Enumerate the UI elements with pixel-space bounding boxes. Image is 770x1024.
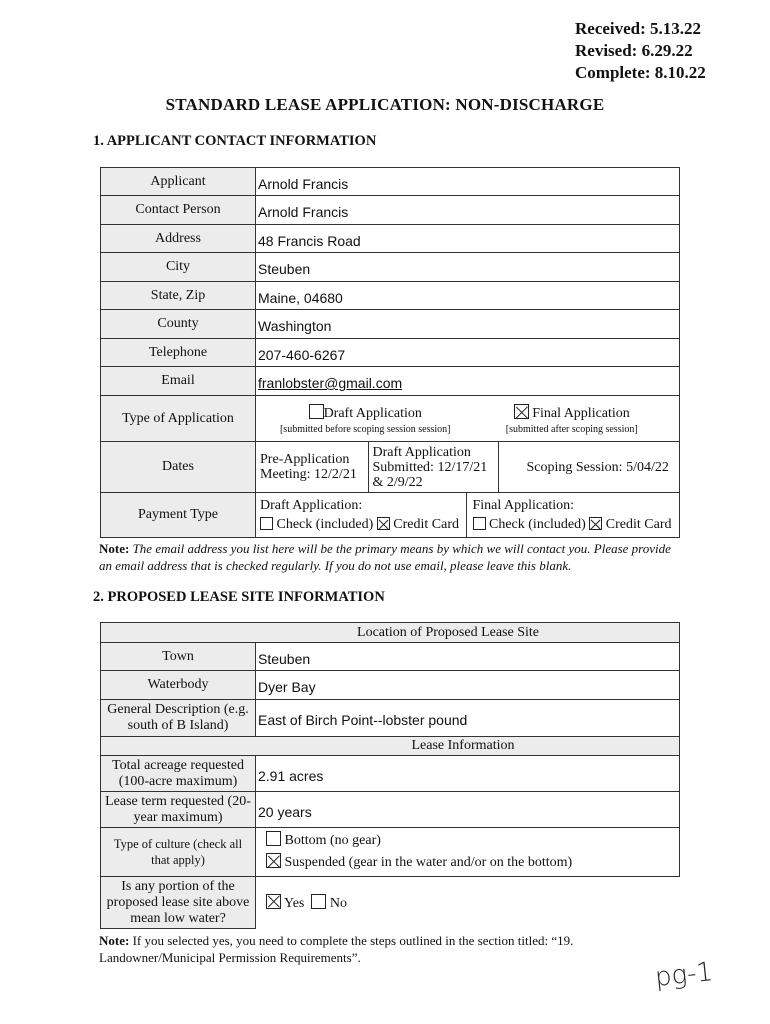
label-type-of-application: Type of Application	[101, 396, 256, 442]
row-dates	[101, 442, 680, 493]
row-payment-type	[101, 493, 680, 538]
draft-payment	[256, 493, 466, 537]
draft-application-note: [submitted before scoping session session]	[279, 424, 451, 435]
field-city[interactable]: Steuben	[256, 253, 680, 282]
row-town	[101, 643, 680, 671]
row-type-of-application	[101, 396, 680, 442]
final-check-checkbox[interactable]	[473, 517, 486, 530]
bottom-culture-checkbox[interactable]	[266, 831, 281, 846]
label-state-zip: State, Zip	[101, 282, 256, 310]
label-contact-person: Contact Person	[101, 196, 256, 225]
email-note	[99, 540, 679, 574]
draft-credit-card-checkbox[interactable]	[377, 517, 390, 530]
row-state-zip	[101, 282, 680, 310]
row-applicant	[101, 168, 680, 196]
note2-text: If you selected yes, you need to complete the steps outlined in the section titled: “19. Landowner/Municipal Permission Requirements”.	[99, 933, 574, 965]
draft-payment-label: Draft Application:	[260, 498, 363, 513]
row-waterbody	[101, 671, 680, 700]
no-checkbox[interactable]	[311, 894, 326, 909]
label-applicant: Applicant	[101, 168, 256, 196]
row-lease-header	[101, 737, 680, 756]
row-general-description	[101, 700, 680, 737]
label-email: Email	[101, 367, 256, 396]
label-telephone: Telephone	[101, 339, 256, 367]
final-credit-card-checkbox[interactable]	[589, 517, 602, 530]
label-town: Town	[101, 643, 256, 671]
label-dates: Dates	[101, 442, 256, 493]
scoping-session-date: Scoping Session: 5/04/22	[526, 459, 669, 475]
note-prefix: Note:	[99, 541, 130, 556]
culture-options	[256, 828, 680, 877]
row-city	[101, 253, 680, 282]
final-application-note: [submitted after scoping session]	[505, 424, 638, 435]
final-application-label: Final Application	[532, 406, 630, 421]
field-contact-person[interactable]: Arnold Francis	[256, 196, 680, 225]
location-header: Location of Proposed Lease Site	[101, 623, 680, 643]
field-address[interactable]: 48 Francis Road	[256, 225, 680, 253]
field-county[interactable]: Washington	[256, 310, 680, 339]
pre-application-date: Pre-Application Meeting: 12/2/21	[256, 442, 368, 492]
landowner-note	[99, 932, 679, 966]
field-state-zip[interactable]: Maine, 04680	[256, 282, 680, 310]
section1-title: 1. APPLICANT CONTACT INFORMATION	[93, 133, 377, 149]
final-payment	[466, 493, 679, 537]
application-type-options	[256, 396, 680, 442]
applicant-contact-table	[100, 167, 680, 538]
received-stamps	[575, 18, 706, 84]
low-water-options	[256, 877, 680, 929]
draft-application-label: Draft Application	[323, 406, 422, 421]
field-telephone[interactable]: 207-460-6267	[256, 339, 680, 367]
label-lease-term: Lease term requested (20-year maximum)	[101, 792, 256, 828]
note-text: The email address you list here will be the primary means by which we will contact you. Please provide an email address that is checked regularly. If you do not use email, please leave this blank.	[99, 541, 671, 573]
label-general-description: General Description (e.g. south of B Island)	[101, 700, 256, 737]
received-date: Received: 5.13.22	[575, 19, 702, 38]
payment-cell	[256, 493, 680, 538]
field-applicant[interactable]: Arnold Francis	[256, 168, 680, 196]
label-city: City	[101, 253, 256, 282]
label-payment-type: Payment Type	[101, 493, 256, 538]
field-acreage[interactable]: 2.91 acres	[256, 756, 680, 792]
draft-submitted-date: Draft Application Submitted: 12/17/21 & 2/9/22	[368, 442, 498, 492]
label-acreage: Total acreage requested (100-acre maximum)	[101, 756, 256, 792]
lease-info-header: Lease Information	[101, 737, 680, 756]
no-label: No	[329, 895, 347, 911]
row-email	[101, 367, 680, 396]
row-lease-term	[101, 792, 680, 828]
label-type-of-culture: Type of culture (check all that apply)	[101, 828, 256, 877]
dates-cell	[256, 442, 680, 493]
final-application-checkbox[interactable]	[514, 404, 529, 419]
draft-credit-card-label: Credit Card	[393, 517, 460, 532]
row-type-of-culture	[101, 828, 680, 877]
suspended-culture-label: Suspended (gear in the water and/or on the bottom)	[284, 855, 573, 870]
row-acreage	[101, 756, 680, 792]
label-above-mean-low-water: Is any portion of the proposed lease site above mean low water?	[101, 877, 256, 929]
row-above-mean-low-water	[101, 877, 680, 929]
section2-title: 2. PROPOSED LEASE SITE INFORMATION	[93, 589, 385, 605]
yes-checkbox[interactable]	[266, 894, 281, 909]
final-credit-card-label: Credit Card	[605, 517, 672, 532]
field-lease-term[interactable]: 20 years	[256, 792, 680, 828]
yes-label: Yes	[283, 895, 305, 911]
page-title: STANDARD LEASE APPLICATION: NON-DISCHARGE	[165, 95, 605, 114]
email-link[interactable]: franlobster@gmail.com	[258, 375, 403, 391]
label-address: Address	[101, 225, 256, 253]
row-county	[101, 310, 680, 339]
revised-date: Revised: 6.29.22	[575, 41, 693, 60]
row-address	[101, 225, 680, 253]
row-location-header	[101, 623, 680, 643]
field-general-description[interactable]: East of Birch Point--lobster pound	[256, 700, 680, 737]
complete-date: Complete: 8.10.22	[575, 63, 706, 82]
handwritten-page-number: pg-1	[653, 957, 715, 993]
note2-prefix: Note:	[99, 933, 130, 948]
field-waterbody[interactable]: Dyer Bay	[256, 671, 680, 700]
label-county: County	[101, 310, 256, 339]
final-check-label: Check (included)	[489, 517, 586, 532]
draft-application-checkbox[interactable]	[309, 404, 324, 419]
final-payment-label: Final Application:	[472, 498, 574, 513]
field-email[interactable]	[256, 367, 680, 396]
draft-check-checkbox[interactable]	[260, 517, 273, 530]
suspended-culture-checkbox[interactable]	[266, 853, 281, 868]
draft-check-label: Check (included)	[276, 517, 374, 532]
lease-site-table	[100, 622, 680, 929]
field-town[interactable]: Steuben	[256, 643, 680, 671]
bottom-culture-label: Bottom (no gear)	[284, 833, 381, 848]
label-waterbody: Waterbody	[101, 671, 256, 700]
row-telephone	[101, 339, 680, 367]
row-contact	[101, 196, 680, 225]
